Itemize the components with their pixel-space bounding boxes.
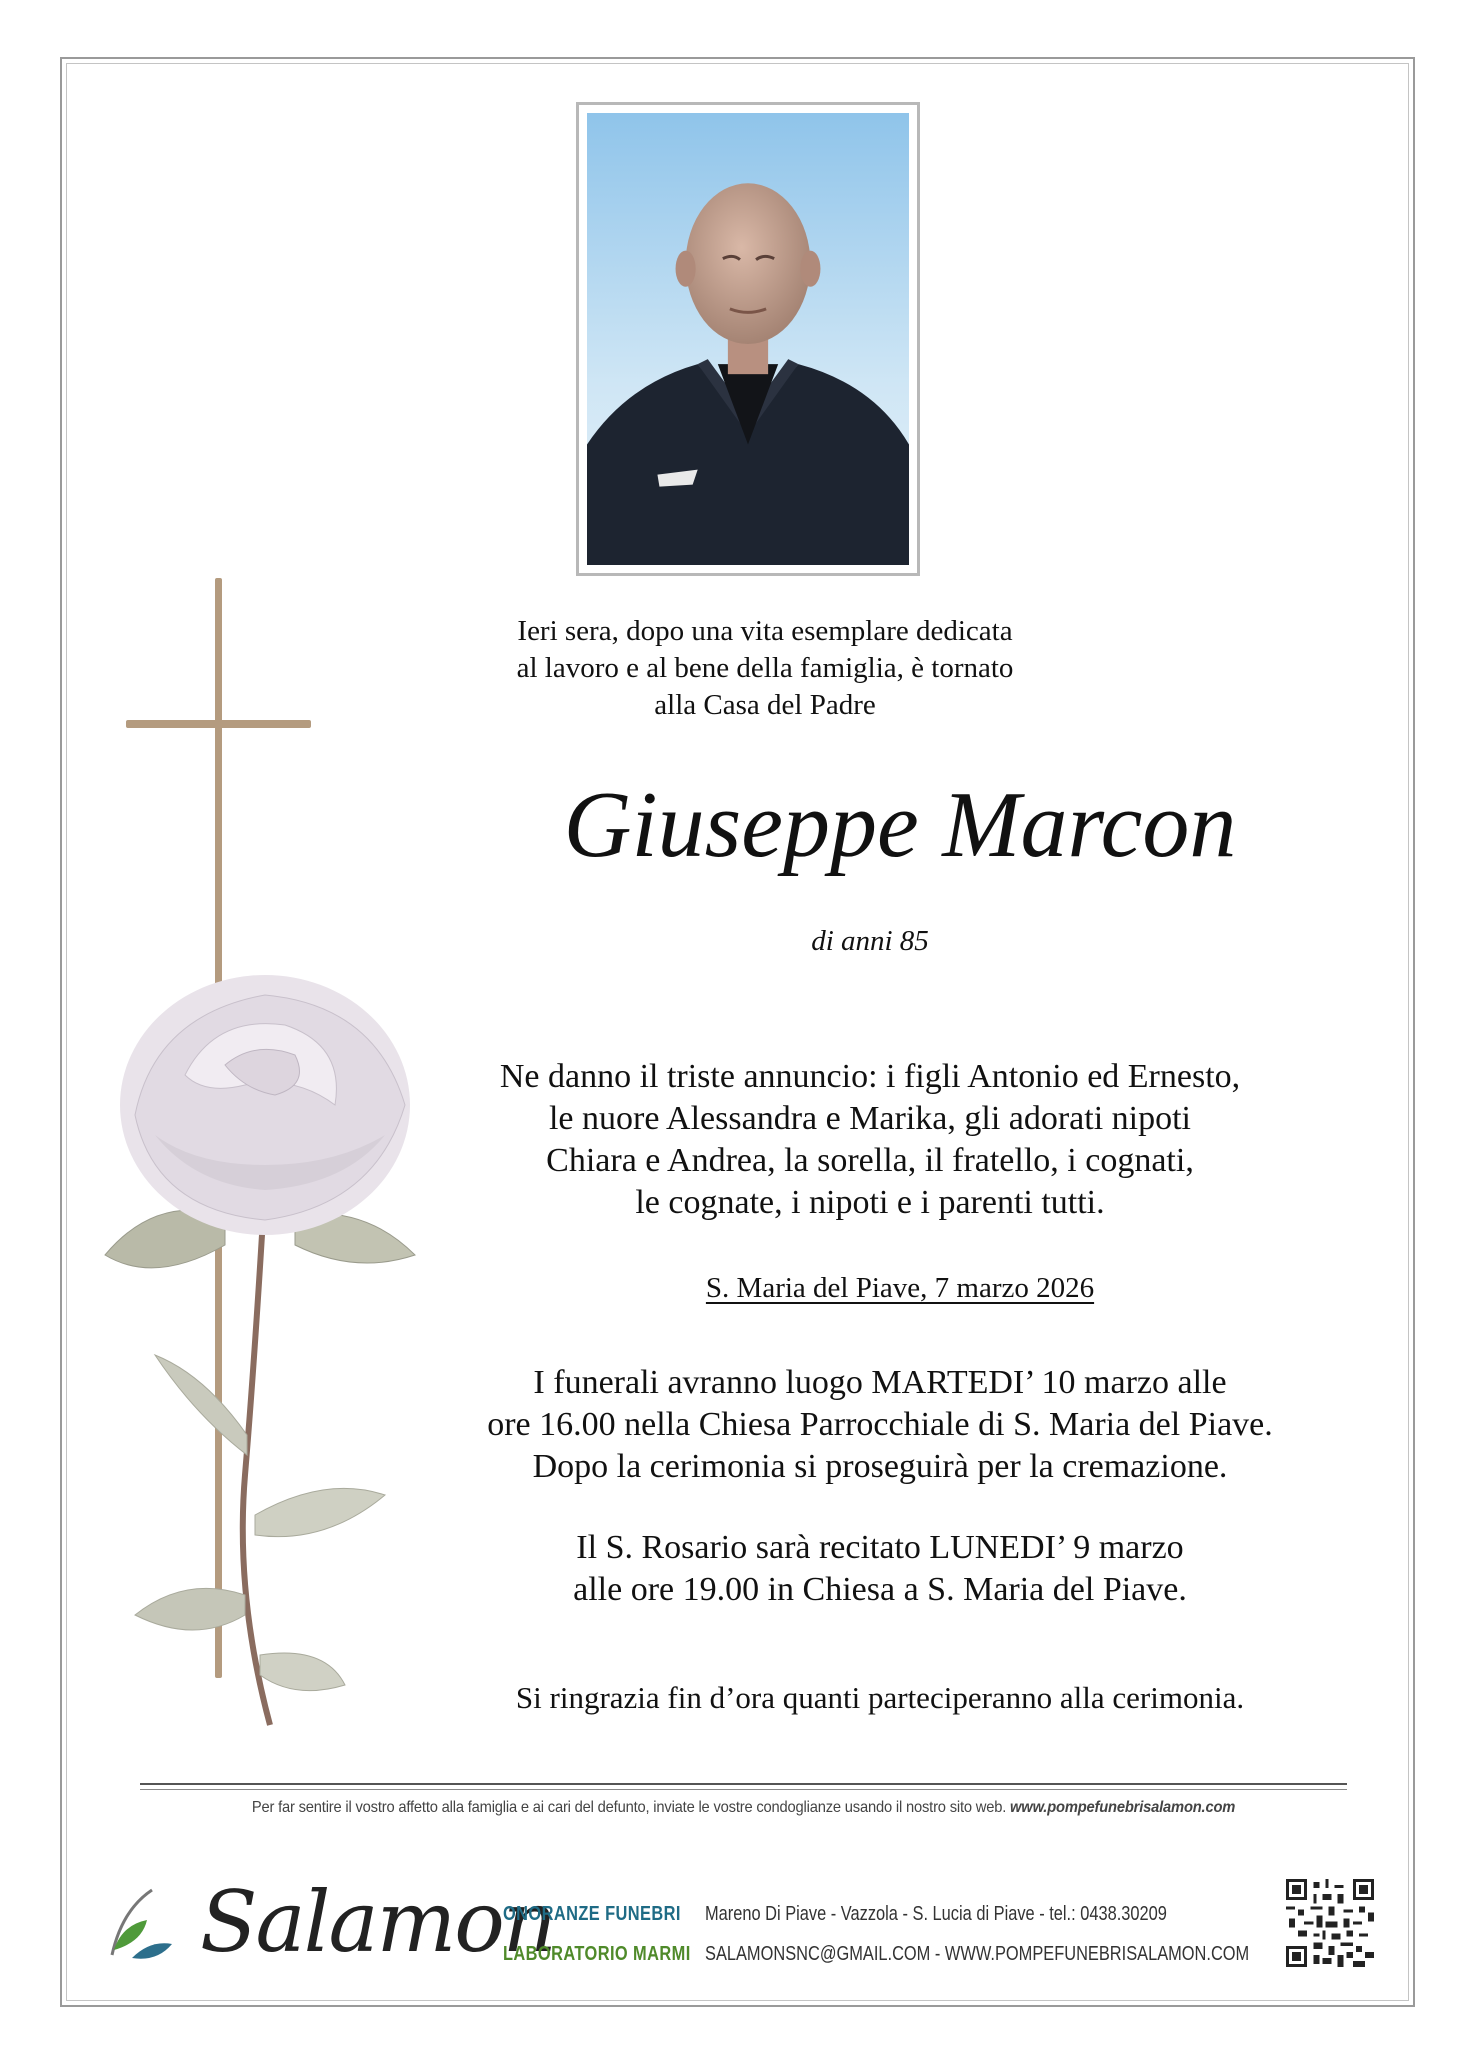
intro-line: alla Casa del Padre xyxy=(654,689,876,721)
rosary-line: Il S. Rosario sarà recitato LUNEDI’ 9 marzo xyxy=(576,1529,1184,1566)
qr-code-icon[interactable] xyxy=(1286,1879,1374,1967)
rosary-line: alle ore 19.00 in Chiesa a S. Maria del Piave. xyxy=(573,1571,1187,1608)
thanks-text: Si ringrazia fin d’ora quanti parteciperanno alla cerimonia. xyxy=(515,1680,1245,1715)
condolences-site-link[interactable]: www.pompefunebrisalamon.com xyxy=(1010,1799,1236,1816)
intro-text xyxy=(380,613,1150,724)
announcement-line: Chiara e Andrea, la sorella, il fratello, i cognati, xyxy=(546,1142,1194,1179)
announcement-line: le cognate, i nipoti e i parenti tutti. xyxy=(635,1184,1105,1221)
deceased-name: Giuseppe Marcon xyxy=(563,773,1237,877)
cross-icon-horizontal xyxy=(126,720,311,728)
funeral-line: I funerali avranno luogo MARTEDI’ 10 marzo alle xyxy=(533,1364,1227,1401)
contact-email-web[interactable]: SALAMONSNC@GMAIL.COM - WWW.POMPEFUNEBRISALAMON.COM xyxy=(705,1943,1250,1965)
intro-line: Ieri sera, dopo una vita esemplare dedicata xyxy=(517,615,1013,647)
contact-locations-phone: Mareno Di Piave - Vazzola - S. Lucia di Piave - tel.: 0438.30209 xyxy=(705,1903,1167,1925)
footer-divider xyxy=(140,1783,1347,1785)
service-marble: LABORATORIO MARMI xyxy=(503,1943,691,1965)
intro-line: al lavoro e al bene della famiglia, è tornato xyxy=(516,652,1014,684)
funeral-text xyxy=(420,1362,1340,1488)
portrait-image xyxy=(587,113,909,565)
condolences-note xyxy=(188,1799,1298,1817)
brand-name: Salamon xyxy=(200,1873,555,1971)
announcement-line: le nuore Alessandra e Marika, gli adorati nipoti xyxy=(548,1100,1192,1137)
rosary-text xyxy=(420,1527,1340,1611)
funeral-line: ore 16.00 nella Chiesa Parrocchiale di S. Maria del Piave. xyxy=(487,1406,1273,1443)
place-date: S. Maria del Piave, 7 marzo 2026 xyxy=(705,1272,1095,1304)
portrait-photo xyxy=(576,102,920,576)
deceased-age: di anni 85 xyxy=(811,925,929,957)
service-funeral: ONORANZE FUNEBRI xyxy=(503,1903,681,1925)
funeral-line: Dopo la cerimonia si proseguirà per la cremazione. xyxy=(532,1448,1228,1485)
announcement-line: Ne danno il triste annuncio: i figli Antonio ed Ernesto, xyxy=(499,1058,1241,1095)
rose-icon xyxy=(95,955,445,1735)
condolences-text: Per far sentire il vostro affetto alla famiglia e ai cari del defunto, inviate le vostre condoglianze usando il nostro sito web. xyxy=(251,1799,1007,1816)
announcement-text xyxy=(420,1056,1320,1224)
footer-divider-thin xyxy=(140,1789,1347,1790)
